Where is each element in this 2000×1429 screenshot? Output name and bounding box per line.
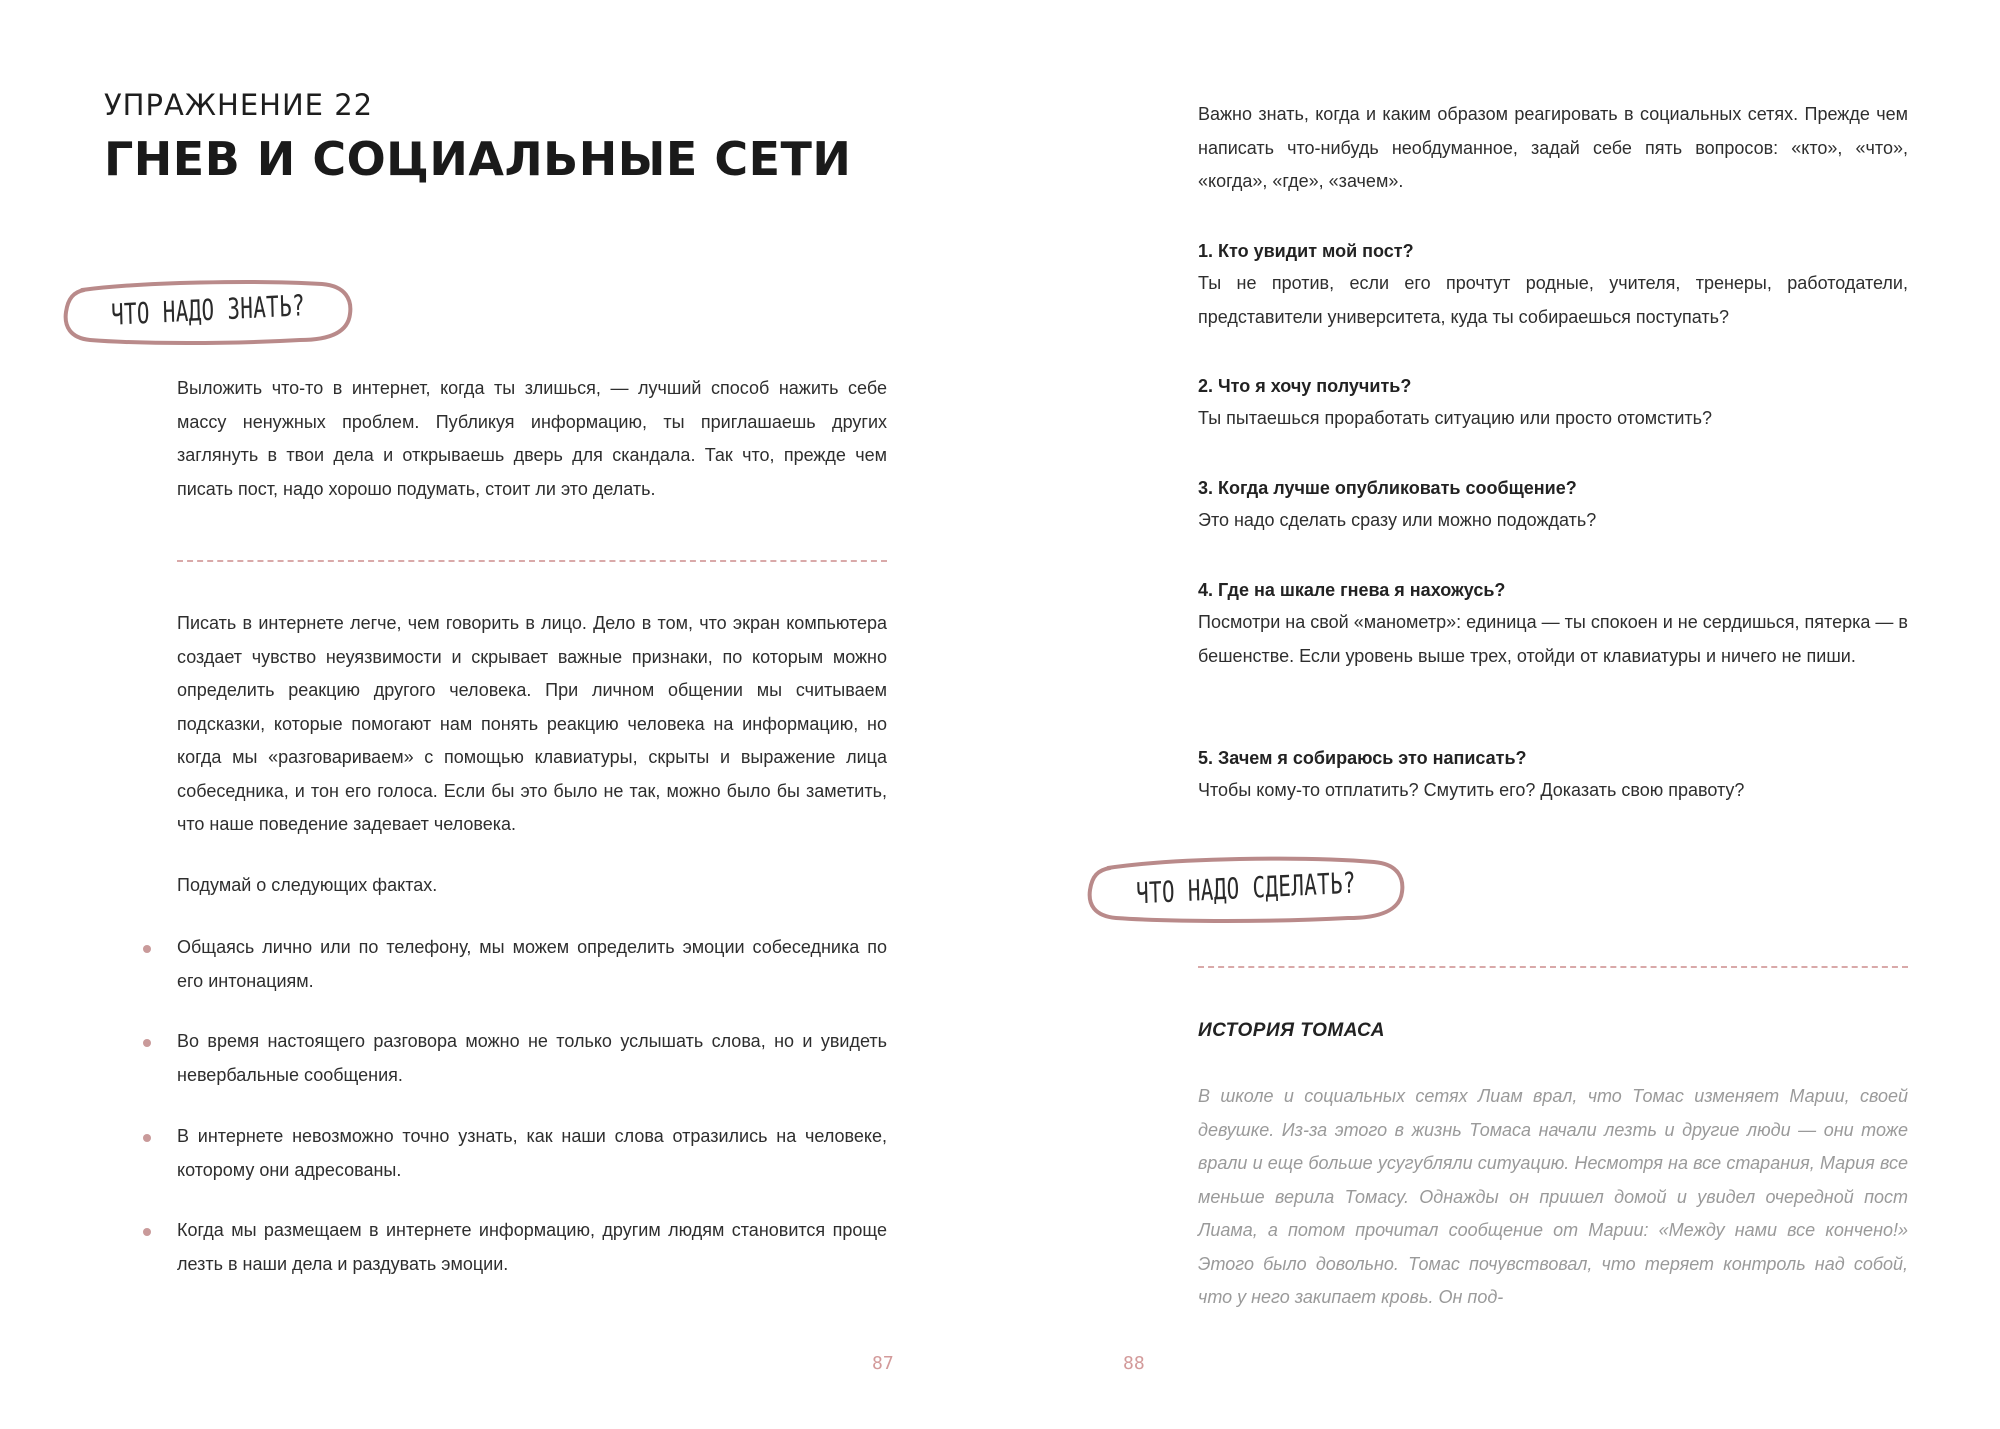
question-answer: Ты пытаешься проработать ситуацию или просто отомстить?	[1198, 408, 1713, 428]
bullet-item: Во время настоящего разговора можно не только услышать слова, но и увидеть невербальные сообщения.	[177, 1031, 887, 1085]
question-answer: Ты не против, если его прочтут родные, учителя, тренеры, работодатели, представители университета, куда ты собираешься поступать?	[1198, 273, 1908, 327]
bullet-dot	[143, 945, 151, 953]
page-number: 88	[1123, 1353, 1145, 1374]
right-page	[1000, 0, 2000, 1429]
what-to-know-badge	[60, 276, 356, 348]
bullet-item: Когда мы размещаем в интернете информацию, другим людям становится проще лезть в наши дела и раздувать эмоции.	[177, 1220, 887, 1274]
question-answer: Это надо сделать сразу или можно подождать?	[1198, 510, 1597, 530]
page-title: ГНЕВ И СОЦИАЛЬНЫЕ СЕТИ	[104, 132, 852, 186]
question-heading: 5. Зачем я собираюсь это написать?	[1198, 748, 1527, 768]
bullet-dot	[143, 1039, 151, 1047]
intro-paragraph: Выложить что-то в интернет, когда ты злишься, — лучший способ нажить себе массу ненужных проблем. Публикуя информацию, ты приглашаешь других заглянуть в твои дела и открываешь дверь для скандала. Так что, прежде чем писать пост, надо хорошо подумать, стоит ли это делать.	[177, 378, 887, 499]
story-paragraph: В школе и социальных сетях Лиам врал, что Томас изменяет Марии, своей девушке. Из-за этого в жизнь Томаса начали лезть и другие люди — они тоже врали и еще больше усугубляли ситуацию. Несмотря на все старания, Мария все меньше верила Томасу. Однажды он пришел домой и увидел очередной пост Лиама, а потом прочитал сообщение от Марии: «Между нами все кончено!» Этого было довольно. Томас почувствовал, что теряет контроль над собой, что у него закипает кровь. Он под-	[1198, 1086, 1908, 1307]
bullet-item: Общаясь лично или по телефону, мы можем определить эмоции собеседника по его интонациям.	[177, 937, 887, 991]
question-answer: Чтобы кому-то отплатить? Смутить его? Доказать свою правоту?	[1198, 780, 1745, 800]
question-heading: 4. Где на шкале гнева я нахожусь?	[1198, 580, 1506, 600]
bullet-dot	[143, 1228, 151, 1236]
body-paragraph: Писать в интернете легче, чем говорить в лицо. Дело в том, что экран компьютера создает чувство неуязвимости и скрывает важные признаки, по которым можно определить реакцию другого человека. При личном общении мы считываем подсказки, которые помогают нам понять реакцию человека на информацию, но когда мы «разговариваем» с помощью клавиатуры, скрыты и выражение лица собеседника, и тон его голоса. Если бы это было не так, можно было бы заметить, что наше поведение задевает человека.	[177, 613, 887, 834]
question-heading: 1. Кто увидит мой пост?	[1198, 241, 1414, 261]
page-number: 87	[872, 1353, 894, 1374]
bullet-item: В интернете невозможно точно узнать, как наши слова отразились на человеке, которому они адресованы.	[177, 1126, 887, 1180]
section-divider	[177, 560, 887, 562]
intro-paragraph: Важно знать, когда и каким образом реагировать в социальных сетях. Прежде чем написать что-нибудь необдуманное, задай себе пять вопросов: «кто», «что», «когда», «где», «зачем».	[1198, 104, 1908, 191]
exercise-kicker: УПРАЖНЕНИЕ 22	[104, 88, 374, 122]
question-heading: 2. Что я хочу получить?	[1198, 376, 1412, 396]
facts-lead: Подумай о следующих фактах.	[177, 875, 438, 895]
what-to-know-label: ЧТО НАДО ЗНАТЬ?	[110, 288, 306, 332]
section-divider	[1198, 966, 1908, 968]
bullet-dot	[143, 1134, 151, 1142]
question-heading: 3. Когда лучше опубликовать сообщение?	[1198, 478, 1577, 498]
story-title: ИСТОРИЯ ТОМАСА	[1198, 1020, 1385, 1041]
what-to-do-badge	[1084, 852, 1408, 928]
what-to-do-label: ЧТО НАДО СДЕЛАТЬ?	[1135, 865, 1357, 911]
question-answer: Посмотри на свой «манометр»: единица — ты спокоен и не сердишься, пятерка — в бешенстве. Если уровень выше трех, отойди от клавиатуры и ничего не пиши.	[1198, 612, 1908, 666]
